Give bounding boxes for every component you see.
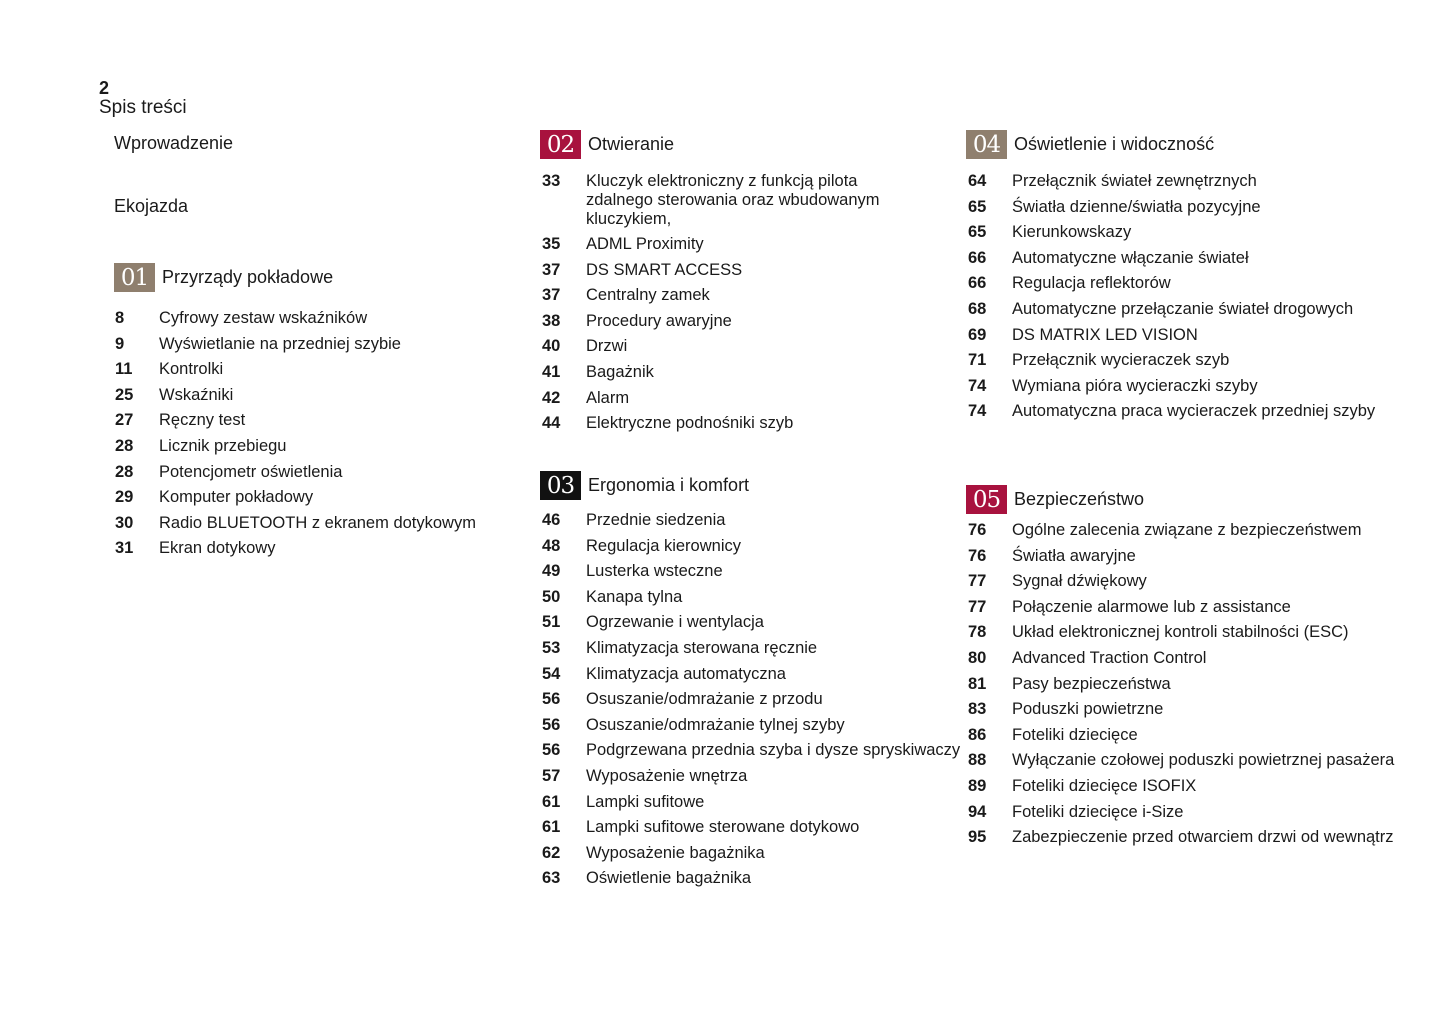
toc-entry-title: Ekran dotykowy xyxy=(159,539,276,558)
section-badge: 05 xyxy=(966,485,1007,514)
toc-entry[interactable] xyxy=(968,169,1375,195)
toc-entry-page: 76 xyxy=(968,521,987,539)
toc-entry-title: Centralny zamek xyxy=(586,286,710,305)
toc-entry-page: 68 xyxy=(968,299,987,318)
toc-entry[interactable] xyxy=(542,559,960,585)
toc-entry-title: Kierunkowskazy xyxy=(1012,223,1132,242)
toc-entry-title: Wyłączanie czołowej poduszki powietrznej pasażera xyxy=(1012,751,1395,770)
toc-entry-page: 83 xyxy=(968,700,987,719)
toc-entry-title: Automatyczna praca wycieraczek przedniej szyby xyxy=(1012,402,1376,421)
toc-entry[interactable] xyxy=(968,825,1394,851)
section-05-header[interactable] xyxy=(966,485,1144,514)
toc-entry[interactable] xyxy=(542,585,960,611)
toc-entry-title: Osuszanie/odmrażanie z przodu xyxy=(586,690,823,709)
section-01-header[interactable] xyxy=(114,263,333,292)
toc-entry-title: Światła dzienne/światła pozycyjne xyxy=(1012,197,1261,216)
toc-entry[interactable] xyxy=(542,534,960,560)
toc-link-intro[interactable]: Wprowadzenie xyxy=(114,133,234,153)
section-05-list xyxy=(968,518,1394,851)
toc-entry[interactable] xyxy=(542,258,916,284)
toc-entry-page: 46 xyxy=(542,511,561,529)
toc-entry-title: Foteliki dziecięce i-Size xyxy=(1012,802,1184,821)
section-badge: 01 xyxy=(114,263,155,292)
toc-entry-title: Alarm xyxy=(586,388,630,407)
toc-entry-page: 74 xyxy=(968,402,987,421)
toc-entry[interactable] xyxy=(542,411,916,437)
toc-entry-title: Zabezpieczenie przed otwarciem drzwi od wewnątrz xyxy=(1012,828,1394,847)
page-number: 2 xyxy=(99,78,110,98)
toc-entry-page: 54 xyxy=(542,664,561,683)
toc-entry[interactable] xyxy=(542,309,916,335)
toc-entry[interactable] xyxy=(542,687,960,713)
section-badge: 04 xyxy=(966,130,1007,159)
toc-entry-title: Kontrolki xyxy=(159,360,224,379)
toc-entry[interactable] xyxy=(542,283,916,309)
toc-entry[interactable] xyxy=(115,332,476,358)
toc-entry-title: Światła awaryjne xyxy=(1012,546,1136,565)
toc-link-eco[interactable]: Ekojazda xyxy=(114,196,189,216)
toc-entry-title: Radio BLUETOOTH z ekranem dotykowym xyxy=(159,513,476,532)
toc-entry[interactable] xyxy=(968,595,1394,621)
toc-entry-page: 76 xyxy=(968,546,987,565)
toc-entry-title: Osuszanie/odmrażanie tylnej szyby xyxy=(586,715,845,734)
toc-entry[interactable] xyxy=(542,662,960,688)
toc-entry-title: Ręczny test xyxy=(159,411,246,430)
toc-entry-page: 30 xyxy=(115,513,134,532)
toc-entry-page: 95 xyxy=(968,828,987,847)
toc-entry[interactable] xyxy=(542,738,960,764)
toc-entry-page: 41 xyxy=(542,362,561,381)
toc-entry-title: Lampki sufitowe xyxy=(586,792,705,811)
toc-entry-page: 56 xyxy=(542,715,561,734)
toc-entry-title: Połączenie alarmowe lub z assistance xyxy=(1012,597,1291,616)
section-04-list xyxy=(968,169,1375,425)
section-01-list xyxy=(115,306,476,562)
toc-entry-title: Wskaźniki xyxy=(159,385,234,404)
toc-entry[interactable] xyxy=(542,169,916,232)
toc-entry[interactable] xyxy=(968,399,1375,425)
toc-entry-page: 69 xyxy=(968,325,987,344)
toc-entry-page: 56 xyxy=(542,741,561,760)
toc-entry[interactable] xyxy=(115,485,476,511)
toc-entry-page: 77 xyxy=(968,572,987,591)
toc-entry-title: Cyfrowy zestaw wskaźników xyxy=(159,309,368,327)
toc-entry[interactable] xyxy=(968,697,1394,723)
toc-entry[interactable] xyxy=(968,569,1394,595)
toc-entry-title: Foteliki dziecięce ISOFIX xyxy=(1012,776,1197,795)
section-title: Ergonomia i komfort xyxy=(588,475,750,495)
toc-entry-page: 80 xyxy=(968,648,987,667)
toc-entry-title: DS MATRIX LED VISION xyxy=(1012,325,1198,344)
toc-entry[interactable] xyxy=(542,386,916,412)
toc-entry[interactable] xyxy=(968,620,1394,646)
toc-entry[interactable] xyxy=(542,232,916,258)
toc-entry[interactable] xyxy=(115,536,476,562)
toc-entry-page: 8 xyxy=(115,309,125,327)
page-title: Spis treści xyxy=(99,97,187,118)
toc-entry-title: Regulacja reflektorów xyxy=(1012,274,1171,293)
toc-entry-page: 94 xyxy=(968,802,987,821)
toc-entry[interactable] xyxy=(968,774,1394,800)
toc-entry-title: Advanced Traction Control xyxy=(1012,648,1207,667)
toc-entry-page: 71 xyxy=(968,351,987,370)
toc-entry-title: Automatyczne włączanie świateł xyxy=(1012,248,1249,267)
toc-entry-title: Drzwi xyxy=(586,337,628,356)
toc-entry[interactable] xyxy=(968,348,1375,374)
section-title: Bezpieczeństwo xyxy=(1014,489,1145,509)
toc-entry-title: Wymiana pióra wycieraczki szyby xyxy=(1012,376,1258,395)
toc-entry-page: 27 xyxy=(115,411,134,430)
toc-entry-title: ADML Proximity xyxy=(586,235,704,253)
section-title: Otwieranie xyxy=(588,134,675,154)
toc-entry[interactable] xyxy=(968,800,1394,826)
toc-entry[interactable] xyxy=(968,271,1375,297)
toc-entry-page: 37 xyxy=(542,260,561,279)
toc-entry-page: 66 xyxy=(968,248,987,267)
toc-entry-page: 61 xyxy=(542,792,561,811)
toc-entry[interactable] xyxy=(542,841,960,867)
toc-entry-title: Elektryczne podnośniki szyb xyxy=(586,414,794,433)
section-title: Oświetlenie i widoczność xyxy=(1014,134,1215,154)
toc-entry-page: 88 xyxy=(968,751,987,770)
toc-entry[interactable] xyxy=(115,511,476,537)
toc-entry-page: 48 xyxy=(542,536,561,555)
toc-entry-page: 81 xyxy=(968,674,987,693)
toc-entry[interactable] xyxy=(542,815,960,841)
toc-entry-title: Foteliki dziecięce xyxy=(1012,725,1138,744)
toc-entry[interactable] xyxy=(542,508,960,534)
toc-entry-page: 62 xyxy=(542,843,561,862)
toc-entry-title: Lampki sufitowe sterowane dotykowo xyxy=(586,818,860,837)
toc-entry[interactable] xyxy=(968,323,1375,349)
toc-entry-page: 28 xyxy=(115,436,134,455)
toc-entry-title: Wyświetlanie na przedniej szybie xyxy=(159,334,401,353)
toc-entry-page: 66 xyxy=(968,274,987,293)
toc-entry-title: Kluczyk elektroniczny z funkcją pilota zdalnego sterowania oraz wbudowanym kluczykiem, xyxy=(586,172,880,228)
toc-entry-page: 35 xyxy=(542,235,561,253)
toc-entry[interactable] xyxy=(115,383,476,409)
toc-entry-title: Komputer pokładowy xyxy=(159,488,314,507)
toc-entry-page: 89 xyxy=(968,776,987,795)
toc-entry-page: 86 xyxy=(968,725,987,744)
toc-entry-page: 74 xyxy=(968,376,987,395)
toc-entry[interactable] xyxy=(115,460,476,486)
toc-entry-title: Ogrzewanie i wentylacja xyxy=(586,613,764,632)
section-02-header[interactable] xyxy=(540,130,674,159)
toc-entry-title: Bagażnik xyxy=(586,362,654,381)
section-03-list xyxy=(542,508,960,892)
toc-entry-title: Przełącznik wycieraczek szyb xyxy=(1012,351,1230,370)
toc-entry-title: Układ elektronicznej kontroli stabilności (ESC) xyxy=(1012,623,1349,642)
toc-entry-page: 65 xyxy=(968,197,987,216)
toc-entry[interactable] xyxy=(968,672,1394,698)
toc-entry-title: Klimatyzacja automatyczna xyxy=(586,664,786,683)
toc-entry[interactable] xyxy=(968,723,1394,749)
toc-entry[interactable] xyxy=(542,866,960,892)
toc-entry-page: 11 xyxy=(115,360,133,379)
toc-entry[interactable] xyxy=(115,434,476,460)
toc-entry[interactable] xyxy=(542,636,960,662)
toc-entry-page: 77 xyxy=(968,597,987,616)
toc-entry[interactable] xyxy=(968,544,1394,570)
toc-entry-title: Klimatyzacja sterowana ręcznie xyxy=(586,638,818,657)
toc-entry-page: 38 xyxy=(542,311,561,330)
toc-entry[interactable] xyxy=(968,297,1375,323)
toc-entry-page: 57 xyxy=(542,766,561,785)
toc-entry-title: Kanapa tylna xyxy=(586,587,683,606)
toc-entry-title: Regulacja kierownicy xyxy=(586,536,741,555)
toc-entry-page: 42 xyxy=(542,388,561,407)
toc-entry-page: 29 xyxy=(115,488,134,507)
section-04-header[interactable] xyxy=(966,130,1214,159)
toc-entry[interactable] xyxy=(968,220,1375,246)
toc-entry[interactable] xyxy=(968,518,1394,544)
toc-entry-page: 44 xyxy=(542,414,561,433)
section-badge: 02 xyxy=(540,130,581,159)
toc-entry[interactable] xyxy=(542,334,916,360)
section-03-header[interactable] xyxy=(540,471,749,500)
toc-entry-page: 9 xyxy=(115,334,125,353)
toc-entry[interactable] xyxy=(968,246,1375,272)
toc-entry-page: 65 xyxy=(968,223,987,242)
toc-entry[interactable] xyxy=(542,713,960,739)
toc-entry-title: Procedury awaryjne xyxy=(586,311,732,330)
toc-entry-title: Oświetlenie bagażnika xyxy=(586,869,752,888)
section-02-list xyxy=(542,169,916,437)
toc-entry-title: DS SMART ACCESS xyxy=(586,260,743,279)
toc-entry[interactable] xyxy=(968,646,1394,672)
toc-entry[interactable] xyxy=(968,748,1394,774)
section-badge: 03 xyxy=(540,471,581,500)
toc-entry-page: 53 xyxy=(542,638,561,657)
toc-entry[interactable] xyxy=(115,357,476,383)
toc-entry-title: Wyposażenie wnętrza xyxy=(586,766,748,785)
toc-entry[interactable] xyxy=(115,306,476,332)
toc-entry-title: Sygnał dźwiękowy xyxy=(1012,572,1147,591)
toc-entry[interactable] xyxy=(542,610,960,636)
toc-entry-page: 51 xyxy=(542,613,561,632)
toc-entry-title: Wyposażenie bagażnika xyxy=(586,843,765,862)
toc-entry-page: 78 xyxy=(968,623,987,642)
toc-entry-page: 37 xyxy=(542,286,561,305)
toc-entry[interactable] xyxy=(542,764,960,790)
toc-entry-page: 63 xyxy=(542,869,561,888)
toc-entry-title: Przednie siedzenia xyxy=(586,511,726,529)
toc-entry-title: Potencjometr oświetlenia xyxy=(159,462,343,481)
toc-entry[interactable] xyxy=(968,195,1375,221)
toc-entry-title: Automatyczne przełączanie świateł drogowych xyxy=(1012,299,1354,318)
toc-entry-page: 56 xyxy=(542,690,561,709)
toc-entry-page: 61 xyxy=(542,818,561,837)
section-title: Przyrządy pokładowe xyxy=(162,267,334,287)
toc-entry-page: 31 xyxy=(115,539,134,558)
toc-entry[interactable] xyxy=(115,408,476,434)
toc-entry-title: Przełącznik świateł zewnętrznych xyxy=(1012,172,1257,190)
toc-entry-page: 49 xyxy=(542,562,561,581)
toc-entry-title: Lusterka wsteczne xyxy=(586,562,723,581)
toc-entry-page: 28 xyxy=(115,462,134,481)
toc-entry-page: 33 xyxy=(542,172,561,190)
toc-entry[interactable] xyxy=(542,360,916,386)
toc-entry-page: 25 xyxy=(115,385,134,404)
toc-entry-title: Poduszki powietrzne xyxy=(1012,700,1164,719)
toc-entry-title: Podgrzewana przednia szyba i dysze spryskiwaczy xyxy=(586,741,961,760)
toc-entry[interactable] xyxy=(542,790,960,816)
toc-entry-title: Ogólne zalecenia związane z bezpieczeństwem xyxy=(1012,521,1362,539)
toc-entry[interactable] xyxy=(968,374,1375,400)
toc-entry-title: Licznik przebiegu xyxy=(159,436,287,455)
toc-entry-page: 50 xyxy=(542,587,561,606)
toc-entry-page: 40 xyxy=(542,337,561,356)
toc-entry-page: 64 xyxy=(968,172,987,190)
toc-entry-title: Pasy bezpieczeństwa xyxy=(1012,674,1171,693)
